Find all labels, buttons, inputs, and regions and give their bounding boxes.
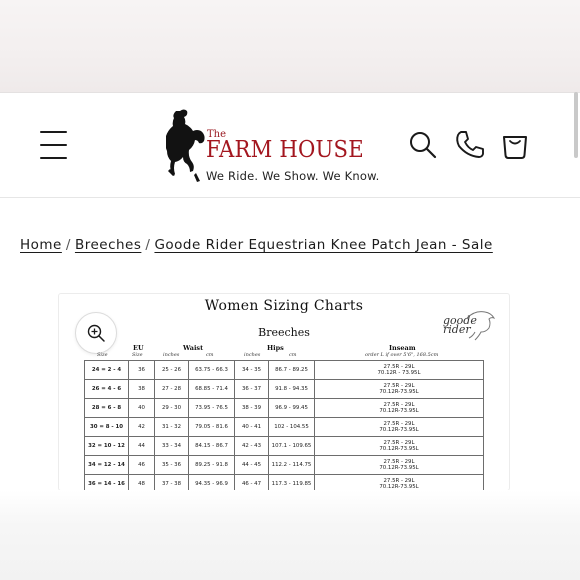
cell-hips-in: 38 - 39 — [235, 399, 269, 418]
inseam-line: 27.5R - 29L — [383, 382, 415, 389]
site-header — [0, 92, 580, 198]
menu-icon-bar — [40, 144, 67, 146]
goode-rider-logo — [441, 304, 499, 344]
cell-eu: 48 — [129, 475, 155, 492]
size-chart-subtitle: Breeches — [258, 326, 310, 339]
horse-rider-logo-icon — [166, 107, 210, 187]
header-inseam: Inseam — [389, 344, 416, 352]
zoom-button[interactable] — [75, 312, 117, 354]
cell-eu: 42 — [129, 418, 155, 437]
page-bottom-fade — [0, 490, 580, 580]
cell-eu: 46 — [129, 456, 155, 475]
cell-waist-in: 25 - 26 — [155, 361, 189, 380]
cell-waist-cm: 79.05 - 81.6 — [189, 418, 235, 437]
zoom-in-icon — [86, 323, 106, 343]
breadcrumb-home-link[interactable]: Home — [20, 237, 62, 253]
search-icon — [408, 130, 438, 160]
logo-the-text: The — [207, 129, 227, 140]
breadcrumb-separator: / — [65, 237, 71, 253]
size-table — [84, 360, 484, 491]
cell-hips-cm: 112.2 - 114.75 — [269, 456, 315, 475]
inseam-line: 27.5R - 29L — [383, 458, 415, 465]
table-row — [85, 475, 484, 492]
cell-hips-in: 42 - 43 — [235, 437, 269, 456]
header-waist-inches: inches — [163, 352, 180, 358]
announcement-band — [0, 0, 580, 92]
cell-waist-in: 35 - 36 — [155, 456, 189, 475]
header-hips: Hips — [267, 344, 284, 352]
cell-hips-cm: 117.3 - 119.85 — [269, 475, 315, 492]
cell-hips-in: 36 - 37 — [235, 380, 269, 399]
inseam-line: 70.12R-73.95L — [379, 389, 419, 395]
header-eu: EU — [133, 344, 144, 352]
inseam-line: 70.12R-73.95L — [379, 446, 419, 452]
cell-eu: 38 — [129, 380, 155, 399]
cell-waist-cm: 73.95 - 76.5 — [189, 399, 235, 418]
inseam-line: 27.5R - 29L — [383, 363, 415, 370]
table-row — [85, 418, 484, 437]
cell-eu: 44 — [129, 437, 155, 456]
cell-inseam — [315, 437, 484, 456]
scrollbar-thumb[interactable] — [574, 92, 578, 158]
cell-waist-cm: 68.85 - 71.4 — [189, 380, 235, 399]
breadcrumb — [20, 237, 493, 253]
table-row — [85, 361, 484, 380]
cell-eu: 40 — [129, 399, 155, 418]
cell-waist-in: 29 - 30 — [155, 399, 189, 418]
cell-waist-cm: 94.35 - 96.9 — [189, 475, 235, 492]
search-button[interactable] — [408, 130, 438, 164]
inseam-line: 70.12R-73.95L — [379, 484, 419, 490]
cell-size: 32 = 10 - 12 — [85, 437, 129, 456]
cell-inseam — [315, 380, 484, 399]
cell-waist-in: 33 - 34 — [155, 437, 189, 456]
menu-button[interactable] — [40, 131, 68, 159]
phone-icon — [453, 129, 485, 161]
cell-waist-in: 37 - 38 — [155, 475, 189, 492]
cell-hips-cm: 102 - 104.55 — [269, 418, 315, 437]
cell-hips-in: 44 - 45 — [235, 456, 269, 475]
cell-hips-cm: 107.1 - 109.65 — [269, 437, 315, 456]
inseam-line: 27.5R - 29L — [383, 477, 415, 484]
cell-eu: 36 — [129, 361, 155, 380]
cell-size: 24 = 2 - 4 — [85, 361, 129, 380]
cell-inseam — [315, 399, 484, 418]
inseam-line: 27.5R - 29L — [383, 401, 415, 408]
cell-waist-in: 27 - 28 — [155, 380, 189, 399]
header-waist-cm: cm — [206, 352, 214, 358]
cell-size: 26 = 4 - 6 — [85, 380, 129, 399]
header-waist: Waist — [183, 344, 204, 352]
table-row — [85, 456, 484, 475]
breadcrumb-product-link[interactable]: Goode Rider Equestrian Knee Patch Jean - Sale — [154, 237, 493, 253]
cell-waist-cm: 84.15 - 86.7 — [189, 437, 235, 456]
inseam-line: 27.5R - 29L — [383, 420, 415, 427]
menu-icon-bar — [40, 131, 67, 133]
table-row — [85, 399, 484, 418]
cell-hips-cm: 91.8 - 94.35 — [269, 380, 315, 399]
cell-hips-in: 46 - 47 — [235, 475, 269, 492]
cell-hips-in: 34 - 35 — [235, 361, 269, 380]
cell-waist-cm: 89.25 - 91.8 — [189, 456, 235, 475]
cell-inseam — [315, 361, 484, 380]
inseam-line: 70.12R-73.95L — [379, 465, 419, 471]
breadcrumb-separator: / — [145, 237, 151, 253]
cell-hips-in: 40 - 41 — [235, 418, 269, 437]
cell-size: 36 = 14 - 16 — [85, 475, 129, 492]
cell-size: 28 = 6 - 8 — [85, 399, 129, 418]
cell-inseam — [315, 418, 484, 437]
product-image-size-chart[interactable] — [58, 293, 510, 491]
cell-size: 30 = 8 - 10 — [85, 418, 129, 437]
site-logo[interactable] — [166, 107, 386, 187]
phone-button[interactable] — [453, 129, 485, 165]
cell-waist-in: 31 - 32 — [155, 418, 189, 437]
cell-inseam — [315, 475, 484, 492]
header-hips-cm: cm — [289, 352, 297, 358]
header-eu-sub: Size — [132, 352, 143, 358]
table-row — [85, 380, 484, 399]
header-size: Size — [97, 352, 108, 358]
header-hips-inches: inches — [244, 352, 261, 358]
cell-hips-cm: 96.9 - 99.45 — [269, 399, 315, 418]
cell-size: 34 = 12 - 14 — [85, 456, 129, 475]
inseam-line: 70.12R-73.95L — [379, 427, 419, 433]
size-chart-title: Women Sizing Charts — [204, 298, 364, 314]
cell-hips-cm: 86.7 - 89.25 — [269, 361, 315, 380]
cell-waist-cm: 63.75 - 66.3 — [189, 361, 235, 380]
cart-button[interactable] — [500, 129, 530, 165]
inseam-line: 27.5R - 29L — [383, 439, 415, 446]
logo-name-text: FARM HOUSE — [206, 137, 364, 163]
header-inseam-note: order L if over 5'6", 168.5cm — [365, 352, 439, 358]
inseam-line: 70.12R-73.95L — [379, 408, 419, 414]
breadcrumb-breeches-link[interactable]: Breeches — [74, 237, 142, 253]
menu-icon-bar — [40, 157, 67, 159]
table-row — [85, 437, 484, 456]
goode-rider-text: goode rider — [443, 314, 477, 336]
logo-tagline: We Ride. We Show. We Know. — [206, 169, 380, 183]
cart-icon — [500, 129, 530, 161]
cell-inseam — [315, 456, 484, 475]
inseam-line: 70.12R - 73.95L — [377, 370, 421, 376]
